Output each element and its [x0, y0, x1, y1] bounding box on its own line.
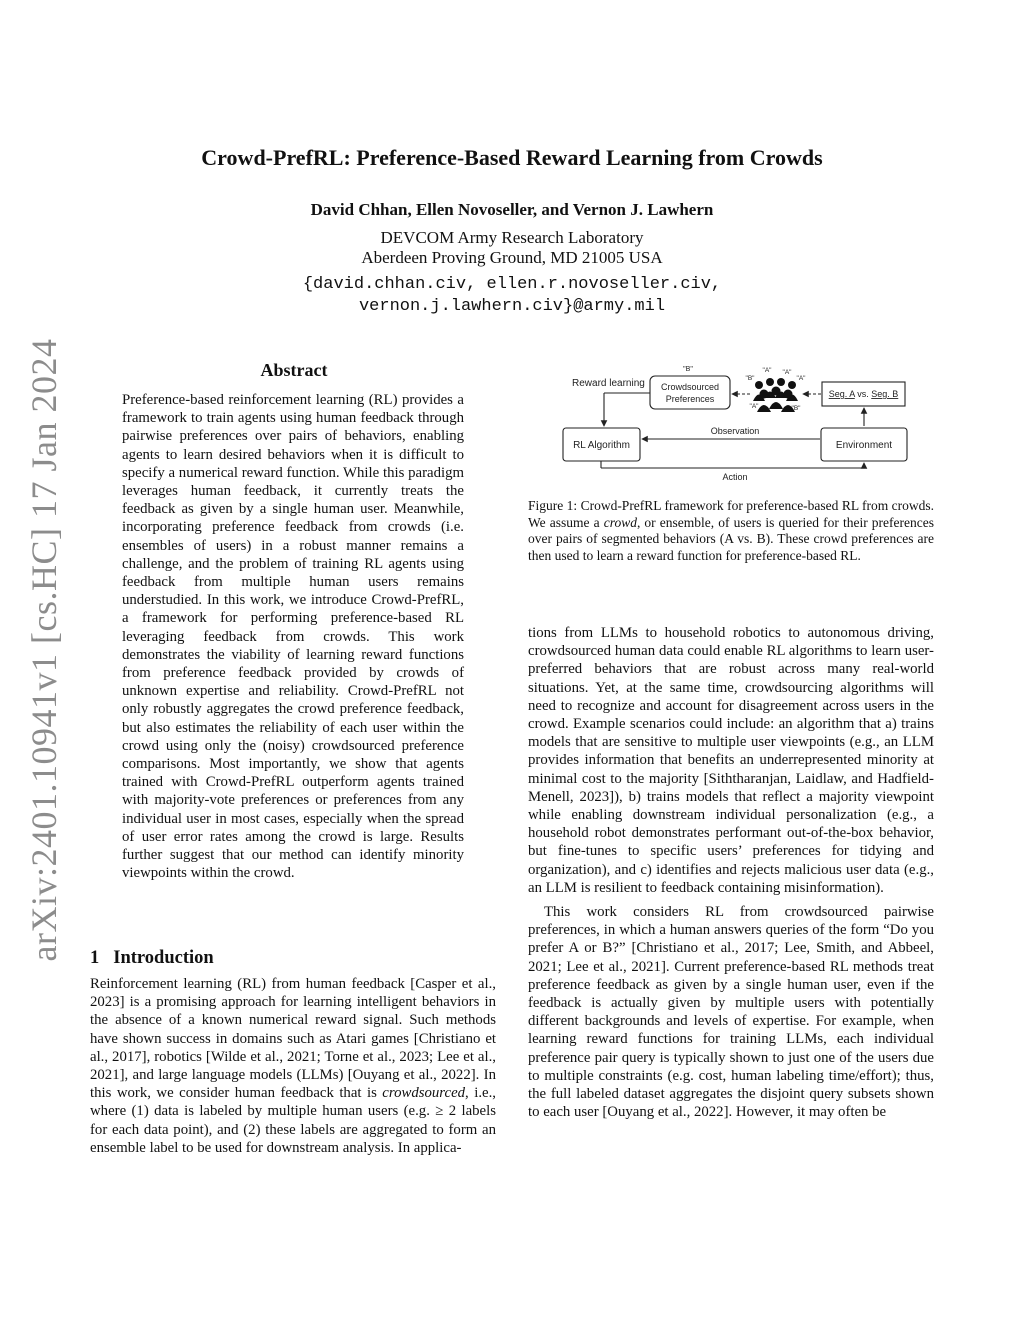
intro-paragraph-right-1: tions from LLMs to household robotics to autonomous driving, crowdsourced human data could enable RL algorithms to learn user-preferred behaviors that are robust across many real-world situations. Yet, at the same time, crowdsourcing algorithms will need to recognize and account for disagreement across users in the crowd. Example scenarios could include: an algorithm that a) trains models that are sensitive to multiple user viewpoints (e.g., an LLM provides information that benefits an underrepresented minority at minimal cost to the majority [Siththaranjan, Laidlaw, and Hadfield-Menell, 2023]), b) trains models that reflect a majority viewpoint while enabling downstream individual personalization (e.g., a household robot demonstrates performant out-of-the-box behavior, but fine-tunes to specific users’ preferences for tidying and organization), and c) identifies and rejects malicious user data (e.g., an LLM is resilient to feedback containing misinformation).: [528, 625, 934, 896]
quote-a-3: "A": [796, 375, 806, 382]
environment-label: Environment: [835, 440, 893, 451]
action-label: Action: [722, 472, 748, 482]
affiliation: [0, 228, 1024, 268]
section-heading-introduction: [90, 948, 214, 969]
preferences-label: Preferences: [665, 394, 715, 404]
intro-right-column: [528, 624, 934, 1121]
intro-paragraph-right-2: This work considers RL from crowdsourced pairwise preferences, in which a human answers queries of the form “Do you prefer A or B?” [Christiano et al., 2017; Lee, Smith, and Abbeel, 2021; Lee et al., 2021]. Current preference-based RL methods treat preference feedback as given by a single human user, even if the feedback is actually given by multiple users with potentially different backgrounds and levels of expertise. For example, when learning reward functions for training LLMs, each individual preference pair query is typically shown to just one of the users due to multiple constraints (e.g. cost, human labeling time/effort); thus, the full labeled dataset aggregates the disjoint query subsets shown to each user [Ouyang et al., 2022]. However, it may often be: [528, 904, 934, 1121]
reward-learning-label: Reward learning: [572, 378, 645, 389]
arxiv-stamp-text: arXiv:2401.10941v1 [cs.HC] 17 Jan 2024: [24, 338, 64, 962]
quote-b-2: "B": [791, 405, 801, 412]
quote-a-2: "A": [782, 369, 792, 376]
section-number: 1: [90, 948, 100, 968]
quote-b-top: "B": [683, 366, 693, 373]
figure-1-diagram: [560, 360, 910, 482]
email-line-1: {david.chhan.civ, ellen.r.novoseller.civ,: [302, 275, 722, 294]
author-list: David Chhan, Ellen Novoseller, and Vernon J. Lawhern: [310, 200, 714, 219]
email-line-2: vernon.j.lawhern.civ}@army.mil: [358, 297, 666, 316]
intro-text-part-1: Reinforcement learning (RL) from human feedback [Casper et al., 2023] is a promising approach for learning intelligent behaviors in the absence of a known numerical reward signal. Such methods have shown success in domains such as Atari games [Christiano et al., 2017], robotics [Wilde et al., 2021; Torne et al., 2023; Lee et al., 2021], and large language models (LLMs) [Ouyang et al., 2022]. In this work, we consider human feedback that is: [90, 976, 496, 1102]
observation-label: Observation: [710, 426, 760, 436]
section-title: Introduction: [113, 948, 214, 968]
intro-emphasis: crowdsourced: [382, 1085, 466, 1102]
abstract-heading: Abstract: [260, 360, 328, 380]
paper-title: Crowd-PrefRL: Preference-Based Reward Learning from Crowds: [201, 145, 823, 170]
quote-a-1: "A": [762, 367, 772, 374]
figure-1-caption: [528, 498, 934, 564]
segment-b-label: Seg. B: [871, 389, 899, 399]
crowdsourced-label: Crowdsourced: [660, 382, 720, 392]
affiliation-line-1: DEVCOM Army Research Laboratory: [380, 228, 644, 247]
quote-b-1: "B": [745, 375, 755, 382]
intro-text-part-2: , i.e., where (1) data is labeled by multiple human users (e.g. ≥ 2 labels for each data point), and (2) these labels are aggregated to form an ensemble label to be used for downstream analysis. In applica-: [90, 1085, 496, 1156]
caption-text-part-1: Figure 1: Crowd-PrefRL framework for preference-based RL from crowds. We assume a: [528, 498, 934, 530]
author-emails: [0, 274, 1024, 318]
caption-text-part-2: , or ensemble, of users is queried for their preferences over pairs of segmented behaviors (A vs. B). These crowd preferences are then used to learn a reward function for preference-based RL.: [528, 514, 934, 563]
segments-vs-label: vs.: [854, 389, 872, 399]
segment-a-label: Seg. A: [828, 389, 855, 399]
crowdsourced-preferences-box: [650, 376, 730, 409]
caption-emphasis: crowd: [603, 514, 637, 530]
affiliation-line-2: Aberdeen Proving Ground, MD 21005 USA: [361, 248, 663, 267]
segments-label: [829, 389, 899, 399]
quote-a-4: "A": [749, 403, 759, 410]
abstract-body: Preference-based reinforcement learning (RL) provides a framework to train agents using human feedback through pairwise preferences over pairs of behaviors, enabling agents to learn desired behaviors when it is difficult to specify a numerical reward function. While this paradigm leverages human feedback, it currently treats the feedback as given by a single human user. Meanwhile, incorporating preference feedback from crowds (i.e. ensembles of users) in a robust manner remains a challenge, and the problem of training RL agents using feedback from multiple human users remains understudied. In this work, we introduce Crowd-PrefRL, a framework for performing preference-based RL leveraging feedback from crowds. This work demonstrates the viability of learning reward functions from preference feedback provided by crowds of unknown expertise and reliability. Crowd-PrefRL not only robustly aggregates the crowd preference feedback, but also estimates the reliability of each user within the crowd using only the (noisy) crowdsourced preference comparisons. Most importantly, we show that agents trained with Crowd-PrefRL outperform agents trained with majority-vote preferences or preferences from any individual user in most cases, especially when the spread of user error rates among the crowd is large. Results further suggest that our method can identify minority viewpoints within the crowd.: [122, 392, 464, 882]
intro-paragraph-left: [90, 975, 496, 1157]
rl-algorithm-label: RL Algorithm: [573, 440, 630, 451]
